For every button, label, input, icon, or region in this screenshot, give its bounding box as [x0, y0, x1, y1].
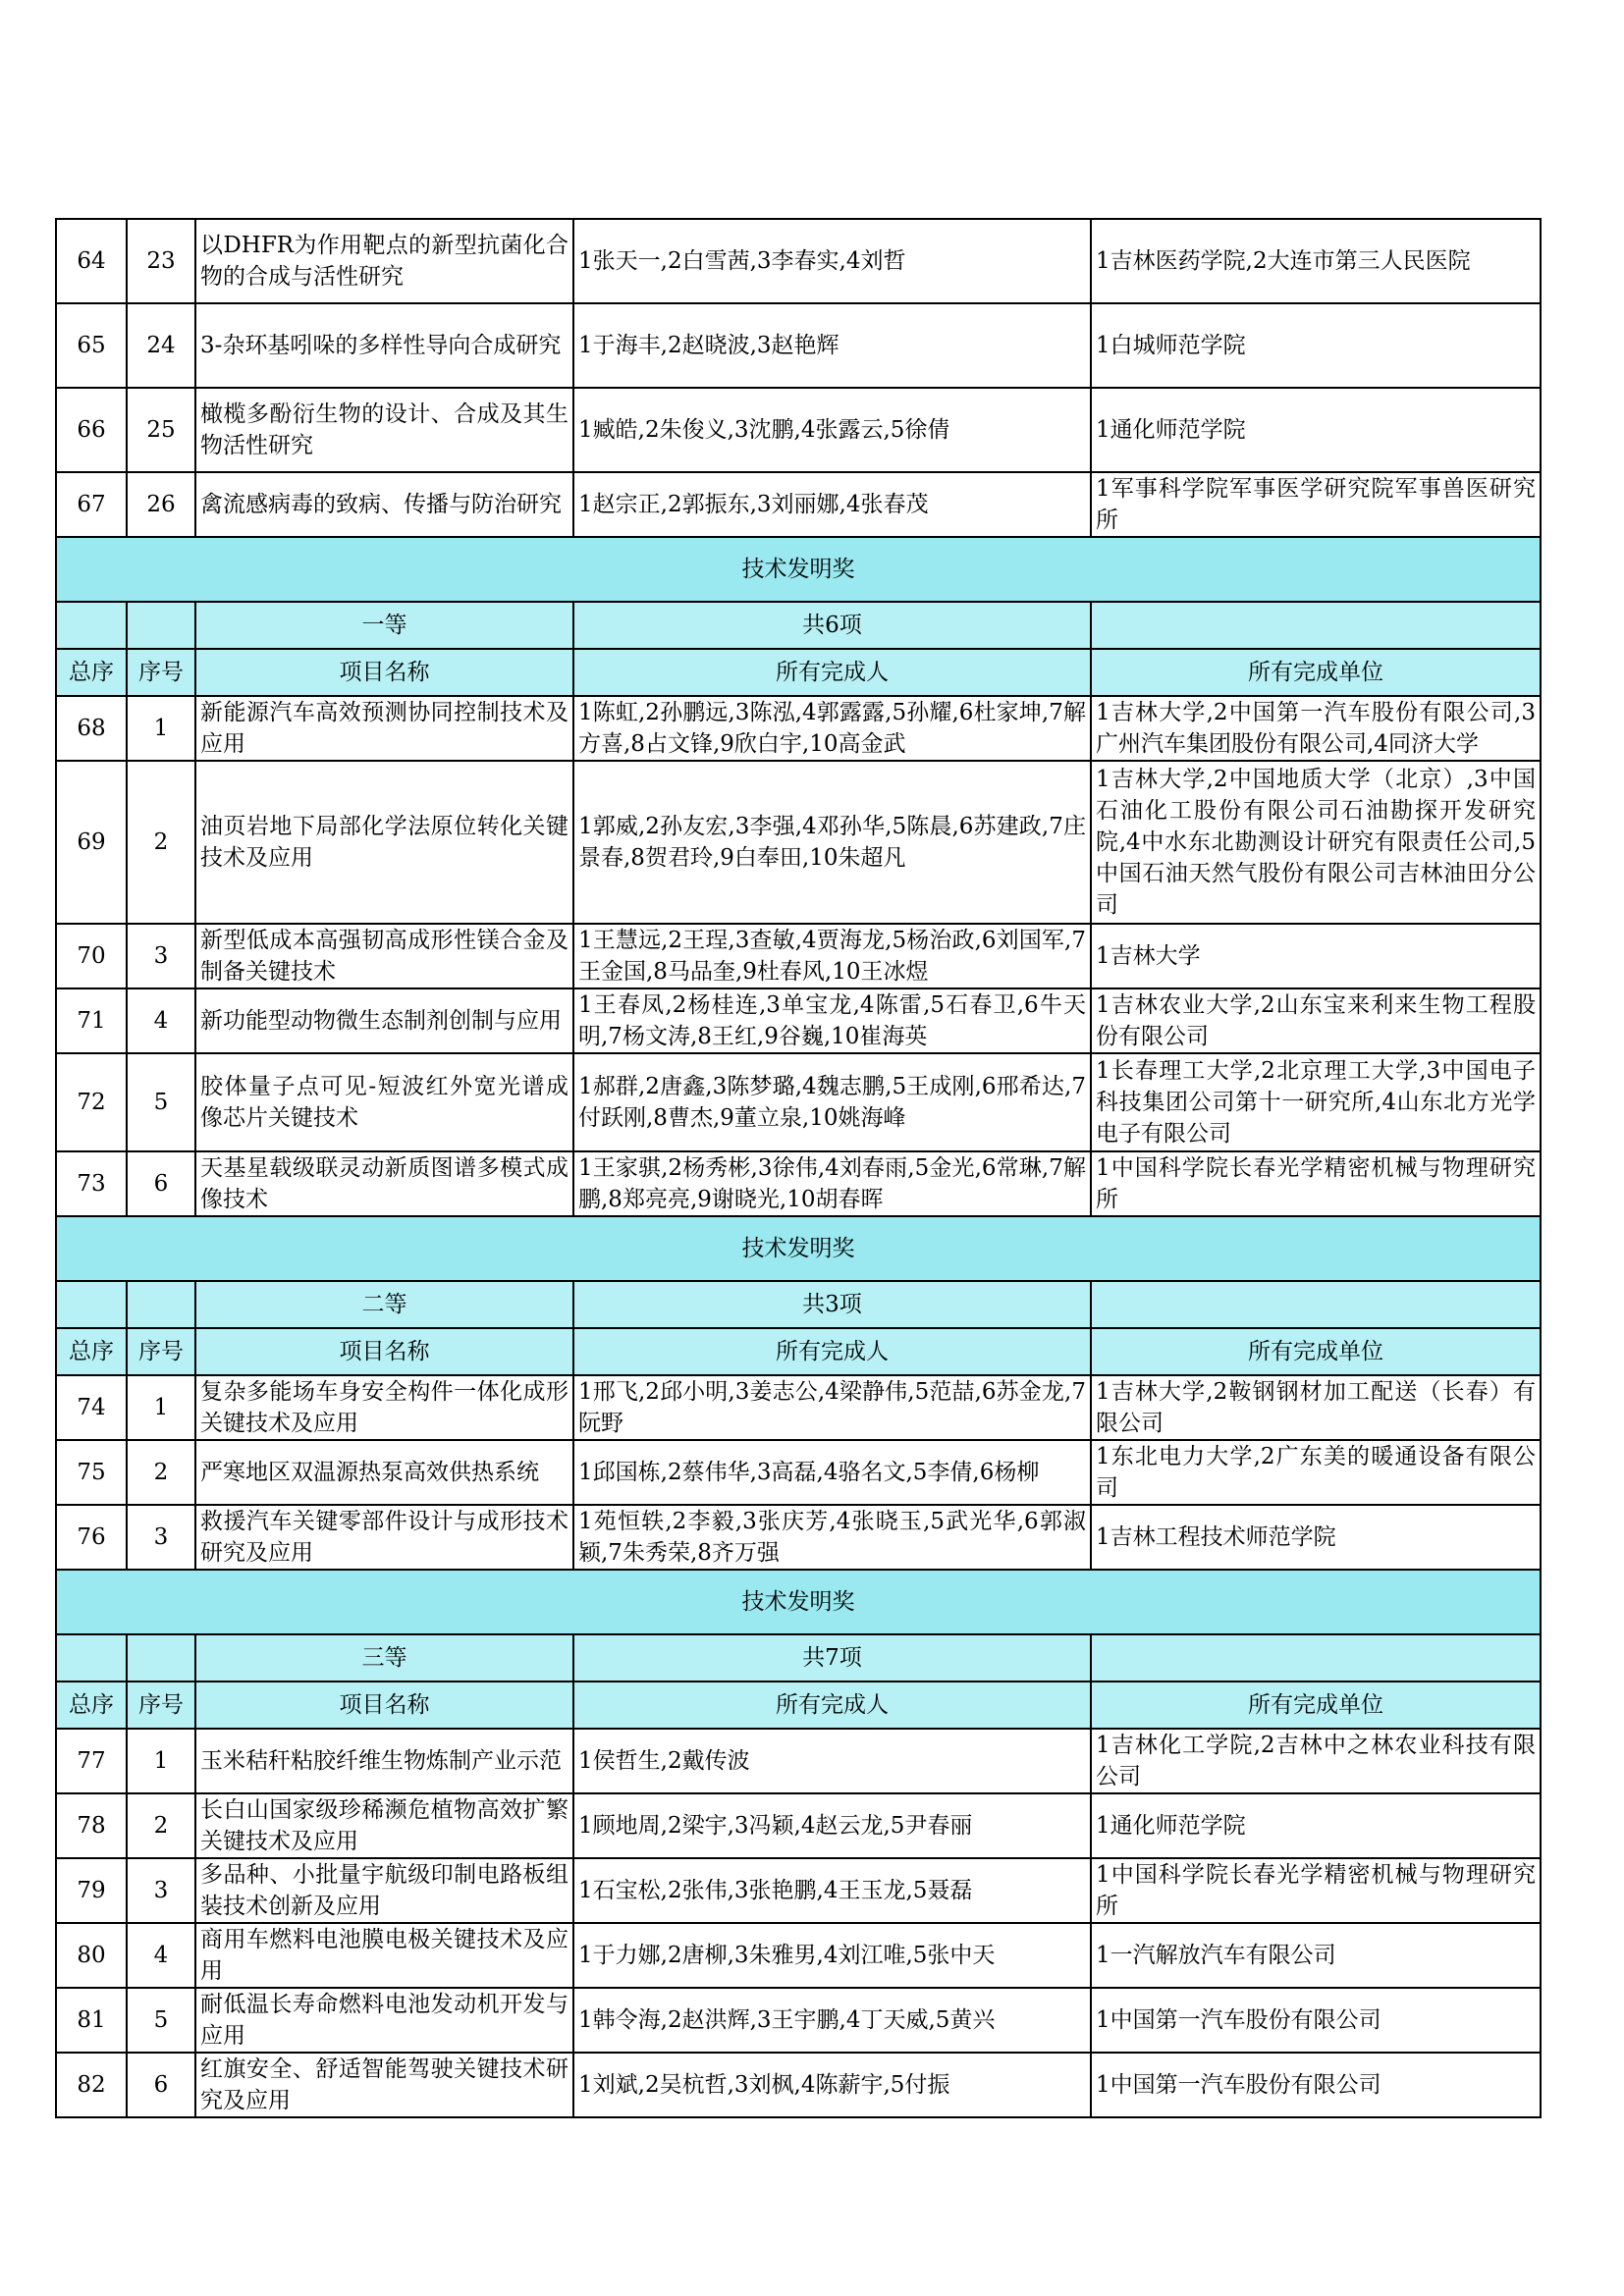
completers-cell: 1张天一,2白雪茜,3李春实,4刘哲: [573, 219, 1091, 303]
seq-cell: 2: [127, 761, 195, 924]
completers-cell: 1石宝松,2张伟,3张艳鹏,4王玉龙,5聂磊: [573, 1858, 1091, 1923]
total-seq-cell: 81: [56, 1988, 127, 2053]
project-name-cell: 3-杂环基吲哚的多样性导向合成研究: [195, 303, 573, 388]
seq-cell: 2: [127, 1793, 195, 1858]
project-name-cell: 长白山国家级珍稀濒危植物高效扩繁关键技术及应用: [195, 1793, 573, 1858]
table-row: [56, 761, 1541, 924]
header-completers: 所有完成人: [573, 1682, 1091, 1729]
total-seq-cell: 73: [56, 1151, 127, 1216]
total-seq-cell: 79: [56, 1858, 127, 1923]
total-seq-cell: 64: [56, 219, 127, 303]
seq-cell: 24: [127, 303, 195, 388]
table-row: [56, 388, 1541, 472]
units-cell: 1中国第一汽车股份有限公司: [1091, 1988, 1541, 2053]
units-cell: 1吉林农业大学,2山东宝来利来生物工程股份有限公司: [1091, 988, 1541, 1053]
units-cell: 1吉林工程技术师范学院: [1091, 1505, 1541, 1570]
item-count: 共6项: [573, 602, 1091, 649]
project-name-cell: 商用车燃料电池膜电极关键技术及应用: [195, 1923, 573, 1988]
seq-cell: 2: [127, 1440, 195, 1505]
grade-label: 二等: [195, 1281, 573, 1328]
blank-cell: [127, 1634, 195, 1682]
units-cell: 1东北电力大学,2广东美的暖通设备有限公司: [1091, 1440, 1541, 1505]
column-header-row: [56, 1328, 1541, 1375]
total-seq-cell: 70: [56, 924, 127, 988]
seq-cell: 5: [127, 1988, 195, 2053]
units-cell: 1吉林化工学院,2吉林中之林农业科技有限公司: [1091, 1729, 1541, 1793]
award-table: [55, 218, 1542, 2118]
table-row: [56, 1375, 1541, 1440]
header-total-seq: 总序: [56, 649, 127, 696]
header-units: 所有完成单位: [1091, 1328, 1541, 1375]
total-seq-cell: 78: [56, 1793, 127, 1858]
seq-cell: 6: [127, 1151, 195, 1216]
project-name-cell: 耐低温长寿命燃料电池发动机开发与应用: [195, 1988, 573, 2053]
table-row: [56, 1988, 1541, 2053]
project-name-cell: 橄榄多酚衍生物的设计、合成及其生物活性研究: [195, 388, 573, 472]
grade-row: [56, 1634, 1541, 1682]
seq-cell: 3: [127, 924, 195, 988]
seq-cell: 1: [127, 1375, 195, 1440]
table-row: [56, 1053, 1541, 1151]
units-cell: 1通化师范学院: [1091, 388, 1541, 472]
completers-cell: 1赵宗正,2郭振东,3刘丽娜,4张春茂: [573, 472, 1091, 537]
completers-cell: 1于海丰,2赵晓波,3赵艳辉: [573, 303, 1091, 388]
completers-cell: 1顾地周,2梁宇,3冯颖,4赵云龙,5尹春丽: [573, 1793, 1091, 1858]
total-seq-cell: 77: [56, 1729, 127, 1793]
total-seq-cell: 72: [56, 1053, 127, 1151]
total-seq-cell: 75: [56, 1440, 127, 1505]
table-row: [56, 988, 1541, 1053]
total-seq-cell: 82: [56, 2053, 127, 2117]
project-name-cell: 严寒地区双温源热泵高效供热系统: [195, 1440, 573, 1505]
table-row: [56, 1505, 1541, 1570]
completers-cell: 1苑恒轶,2李毅,3张庆芳,4张晓玉,5武光华,6郭淑颖,7朱秀荣,8齐万强: [573, 1505, 1091, 1570]
blank-cell: [1091, 1281, 1541, 1328]
completers-cell: 1韩令海,2赵洪辉,3王宇鹏,4丁天威,5黄兴: [573, 1988, 1091, 2053]
completers-cell: 1刘斌,2吴杭哲,3刘枫,4陈薪宇,5付振: [573, 2053, 1091, 2117]
units-cell: 1白城师范学院: [1091, 303, 1541, 388]
blank-cell: [127, 602, 195, 649]
project-name-cell: 新型低成本高强韧高成形性镁合金及制备关键技术: [195, 924, 573, 988]
units-cell: 1一汽解放汽车有限公司: [1091, 1923, 1541, 1988]
total-seq-cell: 74: [56, 1375, 127, 1440]
total-seq-cell: 69: [56, 761, 127, 924]
table-row: [56, 219, 1541, 303]
completers-cell: 1邢飞,2邱小明,3姜志公,4梁静伟,5范喆,6苏金龙,7阮野: [573, 1375, 1091, 1440]
project-name-cell: 以DHFR为作用靶点的新型抗菌化合物的合成与活性研究: [195, 219, 573, 303]
table-row: [56, 1440, 1541, 1505]
header-seq: 序号: [127, 1682, 195, 1729]
grade-row: [56, 1281, 1541, 1328]
project-name-cell: 新功能型动物微生态制剂创制与应用: [195, 988, 573, 1053]
project-name-cell: 玉米秸秆粘胶纤维生物炼制产业示范: [195, 1729, 573, 1793]
blank-cell: [56, 1281, 127, 1328]
total-seq-cell: 67: [56, 472, 127, 537]
project-name-cell: 红旗安全、舒适智能驾驶关键技术研究及应用: [195, 2053, 573, 2117]
header-units: 所有完成单位: [1091, 1682, 1541, 1729]
award-category-band: [56, 1570, 1541, 1634]
units-cell: 1中国第一汽车股份有限公司: [1091, 2053, 1541, 2117]
seq-cell: 5: [127, 1053, 195, 1151]
table-row: [56, 1793, 1541, 1858]
project-name-cell: 新能源汽车高效预测协同控制技术及应用: [195, 696, 573, 761]
award-category-title: 技术发明奖: [56, 537, 1541, 602]
project-name-cell: 油页岩地下局部化学法原位转化关键技术及应用: [195, 761, 573, 924]
header-seq: 序号: [127, 1328, 195, 1375]
header-completers: 所有完成人: [573, 1328, 1091, 1375]
blank-cell: [56, 602, 127, 649]
total-seq-cell: 80: [56, 1923, 127, 1988]
completers-cell: 1王家骐,2杨秀彬,3徐伟,4刘春雨,5金光,6常琳,7解鹏,8郑亮亮,9谢晓光,10胡春晖: [573, 1151, 1091, 1216]
seq-cell: 25: [127, 388, 195, 472]
units-cell: 1吉林大学,2鞍钢钢材加工配送（长春）有限公司: [1091, 1375, 1541, 1440]
units-cell: 1长春理工大学,2北京理工大学,3中国电子科技集团公司第十一研究所,4山东北方光学电子有限公司: [1091, 1053, 1541, 1151]
project-name-cell: 救援汽车关键零部件设计与成形技术研究及应用: [195, 1505, 573, 1570]
table-row: [56, 303, 1541, 388]
project-name-cell: 禽流感病毒的致病、传播与防治研究: [195, 472, 573, 537]
seq-cell: 6: [127, 2053, 195, 2117]
blank-cell: [1091, 1634, 1541, 1682]
completers-cell: 1王春凤,2杨桂连,3单宝龙,4陈雷,5石春卫,6牛天明,7杨文涛,8王红,9谷巍,10崔海英: [573, 988, 1091, 1053]
table-row: [56, 1729, 1541, 1793]
grade-label: 三等: [195, 1634, 573, 1682]
seq-cell: 4: [127, 988, 195, 1053]
units-cell: 1通化师范学院: [1091, 1793, 1541, 1858]
item-count: 共3项: [573, 1281, 1091, 1328]
total-seq-cell: 66: [56, 388, 127, 472]
completers-cell: 1邱国栋,2蔡伟华,3高磊,4骆名文,5李倩,6杨柳: [573, 1440, 1091, 1505]
table-row: [56, 924, 1541, 988]
completers-cell: 1郭威,2孙友宏,3李强,4邓孙华,5陈晨,6苏建政,7庄景春,8贺君玲,9白奉田,10朱超凡: [573, 761, 1091, 924]
completers-cell: 1郝群,2唐鑫,3陈梦璐,4魏志鹏,5王成刚,6邢希达,7付跃刚,8曹杰,9董立泉,10姚海峰: [573, 1053, 1091, 1151]
blank-cell: [127, 1281, 195, 1328]
table-row: [56, 472, 1541, 537]
project-name-cell: 胶体量子点可见-短波红外宽光谱成像芯片关键技术: [195, 1053, 573, 1151]
seq-cell: 23: [127, 219, 195, 303]
award-table-page: [55, 218, 1540, 2118]
units-cell: 1吉林大学,2中国地质大学（北京）,3中国石油化工股份有限公司石油勘探开发研究院,4中水东北勘测设计研究有限责任公司,5中国石油天然气股份有限公司吉林油田分公司: [1091, 761, 1541, 924]
project-name-cell: 多品种、小批量宇航级印制电路板组装技术创新及应用: [195, 1858, 573, 1923]
table-row: [56, 696, 1541, 761]
header-completers: 所有完成人: [573, 649, 1091, 696]
seq-cell: 3: [127, 1858, 195, 1923]
header-total-seq: 总序: [56, 1682, 127, 1729]
seq-cell: 4: [127, 1923, 195, 1988]
completers-cell: 1王慧远,2王珵,3查敏,4贾海龙,5杨治政,6刘国军,7王金国,8马品奎,9杜春风,10王冰煜: [573, 924, 1091, 988]
grade-label: 一等: [195, 602, 573, 649]
header-project-name: 项目名称: [195, 1682, 573, 1729]
project-name-cell: 复杂多能场车身安全构件一体化成形关键技术及应用: [195, 1375, 573, 1440]
seq-cell: 3: [127, 1505, 195, 1570]
award-category-band: [56, 1216, 1541, 1281]
item-count: 共7项: [573, 1634, 1091, 1682]
units-cell: 1吉林医药学院,2大连市第三人民医院: [1091, 219, 1541, 303]
column-header-row: [56, 1682, 1541, 1729]
blank-cell: [56, 1634, 127, 1682]
header-seq: 序号: [127, 649, 195, 696]
units-cell: 1中国科学院长春光学精密机械与物理研究所: [1091, 1151, 1541, 1216]
total-seq-cell: 65: [56, 303, 127, 388]
grade-row: [56, 602, 1541, 649]
table-row: [56, 2053, 1541, 2117]
completers-cell: 1陈虹,2孙鹏远,3陈泓,4郭露露,5孙耀,6杜家坤,7解方喜,8占文锋,9欣白宇,10高金武: [573, 696, 1091, 761]
table-row: [56, 1858, 1541, 1923]
blank-cell: [1091, 602, 1541, 649]
completers-cell: 1侯哲生,2戴传波: [573, 1729, 1091, 1793]
seq-cell: 1: [127, 696, 195, 761]
column-header-row: [56, 649, 1541, 696]
project-name-cell: 天基星载级联灵动新质图谱多模式成像技术: [195, 1151, 573, 1216]
units-cell: 1吉林大学,2中国第一汽车股份有限公司,3广州汽车集团股份有限公司,4同济大学: [1091, 696, 1541, 761]
seq-cell: 1: [127, 1729, 195, 1793]
completers-cell: 1臧皓,2朱俊义,3沈鹏,4张露云,5徐倩: [573, 388, 1091, 472]
header-total-seq: 总序: [56, 1328, 127, 1375]
total-seq-cell: 68: [56, 696, 127, 761]
total-seq-cell: 71: [56, 988, 127, 1053]
award-category-band: [56, 537, 1541, 602]
award-category-title: 技术发明奖: [56, 1570, 1541, 1634]
award-category-title: 技术发明奖: [56, 1216, 1541, 1281]
header-project-name: 项目名称: [195, 649, 573, 696]
header-units: 所有完成单位: [1091, 649, 1541, 696]
units-cell: 1军事科学院军事医学研究院军事兽医研究所: [1091, 472, 1541, 537]
units-cell: 1吉林大学: [1091, 924, 1541, 988]
table-row: [56, 1151, 1541, 1216]
completers-cell: 1于力娜,2唐柳,3朱雅男,4刘江唯,5张中天: [573, 1923, 1091, 1988]
header-project-name: 项目名称: [195, 1328, 573, 1375]
total-seq-cell: 76: [56, 1505, 127, 1570]
table-row: [56, 1923, 1541, 1988]
units-cell: 1中国科学院长春光学精密机械与物理研究所: [1091, 1858, 1541, 1923]
seq-cell: 26: [127, 472, 195, 537]
